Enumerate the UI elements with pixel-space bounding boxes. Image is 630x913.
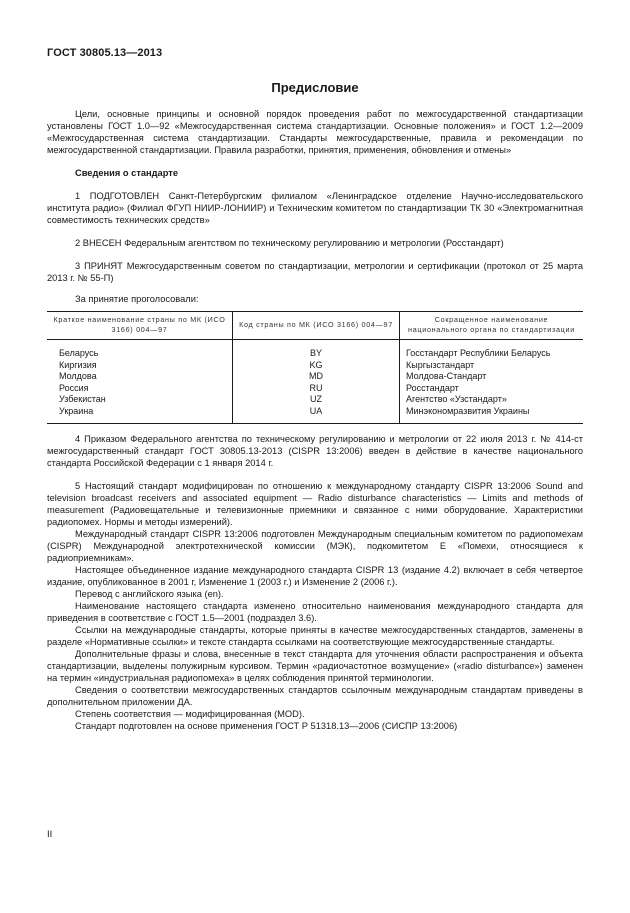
- item-5-paragraph: 5 Настоящий стандарт модифицирован по отношению к международному стандарту CISPR 13:2006 Sound and television broadcast receivers and associated equipment — Radio disturbance characteristics — Limits and methods of measurement (Радиовещательные и телевизионные приемники и связанное с ними оборудование. Характеристики радиопомех. Нормы и методы измерений).: [47, 481, 583, 527]
- table-header-country: Краткое наименование страны по МК (ИСО 3166) 004—97: [47, 312, 233, 340]
- item-5-paragraph: Настоящее объединенное издание международного стандарта CISPR 13 (издание 4.2) включает в себя четвертое издание, опубликованное в 2001 г, Изменение 1 (2003 г.) и Изменение 2 (2006 г.).: [47, 565, 583, 587]
- item-5-paragraph: Степень соответствия — модифицированная (MOD).: [75, 709, 305, 719]
- document-body: [47, 108, 583, 732]
- country-name: Украина: [59, 405, 94, 416]
- item-3-paragraph: 3 ПРИНЯТ Межгосударственным советом по стандартизации, метрологии и сертификации (протокол от 25 марта 2013 г. № 55-П): [47, 261, 583, 283]
- standards-body: Молдова-Стандарт: [406, 371, 487, 381]
- voting-table: [47, 311, 583, 424]
- item-5-paragraph: Дополнительные фразы и слова, внесенные в текст стандарта для уточнения области распространения и объекта стандартизации, выделены полужирным курсивом. Термин «радиочастотное возмущение» («radio disturbance») заменен на термин «индустриальная радиопомеха» в целях соблюдения принятой терминологии.: [47, 649, 583, 683]
- page-title: Предисловие: [271, 80, 359, 95]
- table-row: [47, 340, 583, 424]
- country-name: Узбекистан: [59, 394, 106, 404]
- standards-body: Кыргызстандарт: [406, 359, 475, 370]
- country-name: Россия: [59, 382, 89, 393]
- country-name: Киргизия: [59, 359, 97, 370]
- table-header-body: Сокращенное наименование национального органа по стандартизации: [400, 312, 584, 340]
- vote-label: За принятие проголосовали:: [75, 294, 199, 304]
- item-5-paragraph: Сведения о соответствии межгосударственных стандартов ссылочным международным стандартам приведены в дополнительном приложении ДА.: [47, 685, 583, 707]
- country-code: KG: [309, 359, 323, 370]
- section-subtitle: Сведения о стандарте: [75, 168, 179, 178]
- table-header-row: [47, 312, 583, 340]
- item-5-paragraph: Ссылки на международные стандарты, которые приняты в качестве межгосударственных стандартов, заменены в разделе «Нормативные ссылки» и тексте стандарта ссылками на соответствующие межгосударственные стандарты.: [47, 625, 583, 647]
- body-column: [400, 340, 584, 424]
- code-column: [233, 340, 400, 424]
- item-2-paragraph: 2 ВНЕСЕН Федеральным агентством по техническому регулированию и метрологии (Росстандарт): [75, 238, 504, 248]
- country-code: UZ: [310, 394, 322, 404]
- table-header-code: Код страны по МК (ИСО 3166) 004—97: [233, 312, 400, 340]
- standards-body: Росстандарт: [406, 382, 459, 393]
- standards-body: Агентство «Узстандарт»: [406, 394, 507, 404]
- country-name: Беларусь: [59, 348, 99, 358]
- country-code: BY: [309, 348, 322, 358]
- country-code: MD: [309, 371, 323, 381]
- country-code: RU: [309, 382, 323, 393]
- standards-body: Госстандарт Республики Беларусь: [406, 348, 551, 358]
- intro-paragraph: Цели, основные принципы и основной порядок проведения работ по межгосударственной стандартизации установлены ГОСТ 1.0—92 «Межгосударственная система стандартизации. Основные положения» и ГОСТ 1.2—2009 «Межгосударственная система стандартизации. Стандарты межгосударственные, правила и рекомендации по межгосударственной стандартизации. Правила разработки, принятия, применения, обновления и отмены»: [47, 109, 583, 155]
- item-1-paragraph: 1 ПОДГОТОВЛЕН Санкт-Петербургским филиалом «Ленинградское отделение Научно-исследовательского института радио» (Филиал ФГУП НИИР-ЛОНИИР) и Техническим комитетом по стандартизации ТК 30 «Электромагнитная совместимость технических средств»: [47, 191, 583, 225]
- country-code: UA: [309, 405, 323, 416]
- item-5-paragraph: Стандарт подготовлен на основе применения ГОСТ Р 51318.13—2006 (СИСПР 13:2006): [75, 721, 458, 731]
- standards-body: Минэкономразвития Украины: [406, 405, 530, 416]
- item-4-paragraph: 4 Приказом Федерального агентства по техническому регулированию и метрологии от 22 июля 2013 г. № 414-ст межгосударственный стандарт ГОСТ 30805.13-2013 (CISPR 13:2006) введен в действие в качестве национального стандарта Российской Федерации с 1 января 2014 г.: [47, 434, 583, 468]
- country-column: [47, 340, 233, 424]
- country-name: Молдова: [59, 371, 97, 381]
- item-5-paragraph: Международный стандарт CISPR 13:2006 подготовлен Международным специальным комитетом по радиопомехам (CISPR) Международной электротехнической комиссии (МЭК), подкомитетом Е «Помехи, относящиеся к радиоприемникам».: [47, 529, 583, 563]
- document-header: ГОСТ 30805.13—2013: [47, 47, 163, 59]
- item-5-paragraph: Перевод с английского языка (en).: [75, 589, 224, 599]
- item-5-paragraph: Наименование настоящего стандарта изменено относительно наименования международного стандарта для приведения в соответствие с ГОСТ 1.5—2001 (подраздел 3.6).: [47, 601, 583, 623]
- page-number: II: [47, 829, 53, 840]
